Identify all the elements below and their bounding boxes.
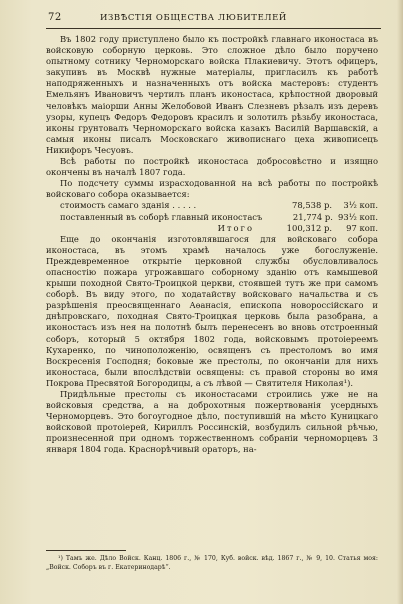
paragraph: Всѣ работы по постройкѣ иконостаса добросовѣстно и изящно окончены въ началѣ 1807 года. <box>46 156 378 178</box>
cost-row <box>46 212 378 223</box>
cost-label: стоимость самаго зданія . . . . . <box>60 200 197 211</box>
total-kopecks: 97 коп. <box>346 222 378 233</box>
cost-kopecks: 93¹⁄₂ коп. <box>338 211 378 222</box>
footnotes <box>46 555 378 572</box>
footnote-rule <box>46 550 126 551</box>
cost-rubles: 78,538 р. <box>292 200 332 211</box>
footnote: ¹) Тамъ же. Дѣло Войск. Канц. 1806 г., № 170, Куб. войск. вѣд. 1867 г., № 9, 10. Статья моя: „Войск. Соборъ въ г. Екатеринодарѣ“. <box>46 555 378 571</box>
paragraph: Въ 1802 году приступлено было къ постройкѣ главнаго иконостаса въ войсковую соборную церковь. Это сложное дѣло было поручено опытному сотнику Черноморскаго войска Плакиевичу. Этотъ офицеръ, закупивъ въ Москвѣ нужные матеріалы, пригласилъ къ работѣ наподряженныхъ и назначенныхъ отъ войска мастеровъ: студентъ Емельянъ Ивановичъ чертилъ планъ иконостаса, крѣпостной дворовый человѣкъ маіорши Анны Желобовой Иванъ Слезневъ рѣзалъ изъ деревъ узоры, купецъ Федоръ Федоровъ красилъ и золотилъ рѣзьбу иконостаса, иконы грунтовалъ Черноморскаго войска казакъ Василій Варшавскій, а самыя иконы писалъ Московскаго живописнаго цеха живописецъ Никифоръ Чесуовъ. <box>46 34 378 155</box>
running-head: ИЗВѢСТІЯ ОБЩЕСТВА ЛЮБИТЕЛЕЙ <box>100 13 287 23</box>
cost-label: поставленный въ соборѣ главный иконостасъ <box>60 211 263 222</box>
body-text <box>46 34 378 456</box>
total-label: Итого <box>217 222 254 233</box>
cost-table <box>46 200 378 233</box>
paragraph: Еще до окончанія изготовлявшагося для войсковаго собора иконостаса, въ этомъ храмѣ началось уже богослуженіе. Преждевременное открытіе церковной службы обусловливалось опасностію пожара угрожавшаго соборному зданію отъ камышевой крыши походной Свято-Троицкой церкви, стоявшей тутъ же при самомъ соборѣ. Въ виду этого, по ходатайству войсковаго начальства и съ разрѣшенія преосвященнаго Аѳанасія, епископа новороссійскаго и днѣпровскаго, походная Свято-Троицкая церковь была разобрана, а иконостасъ изъ нея на полотнѣ былъ перенесенъ во вновь отстроенный соборъ, который 5 октября 1802 года, войсковымъ протоіереемъ Кухаренко, по чиноположенію, освященъ съ престоломъ во имя Воскресенія Господня; боковые же престолы, по окончаніи для нихъ иконостаса, были впослѣдствіи освящены: съ правой стороны во имя Покрова Пресвятой Богородицы, а съ лѣвой — Святителя Николая¹). <box>46 233 378 388</box>
page-number: 72 <box>48 12 62 23</box>
paragraph: По подсчету суммы израсходованной на всѣ работы по постройкѣ войсковаго собора оказывается: <box>46 178 378 200</box>
cost-row <box>46 200 378 211</box>
page-header <box>28 12 381 26</box>
page-edge-shadow <box>397 0 403 604</box>
cost-total-row <box>46 223 378 234</box>
total-rubles: 100,312 р. <box>286 222 332 233</box>
cost-rubles: 21,774 р. <box>292 211 333 222</box>
cost-kopecks: 3¹⁄₂ коп. <box>343 200 378 211</box>
paragraph: Придѣльные престолы съ иконостасами строились уже не на войсковыя средства, а на доброхотныя пожертвованія усердныхъ Черноморцевъ. Это богоугодное дѣло, поступившій на мѣсто Куницкаго войсковой протоіерей, Кириллъ Россинскій, возбудилъ сильной рѣчью, произнесенной при одномъ торжественномъ собраніи черноморцевъ 3 января 1804 года. Краснорѣчивый ораторъ, на- <box>46 389 378 455</box>
header-rule <box>46 28 381 29</box>
